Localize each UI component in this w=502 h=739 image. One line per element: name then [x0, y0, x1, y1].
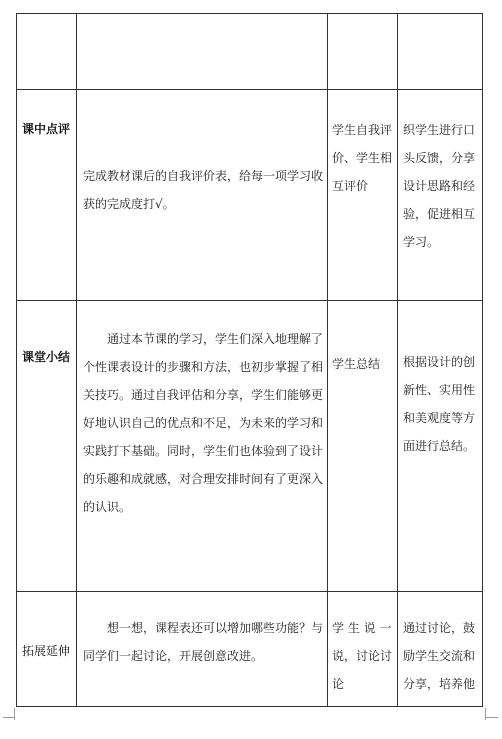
- stage-label-extension: 拓展延伸: [22, 644, 71, 658]
- table-border-left: [16, 13, 17, 707]
- table-border-top: [16, 13, 483, 14]
- teacher-activity-extension: 通过讨论，鼓励学生交流和分享，培养他: [403, 621, 476, 691]
- student-activity-extension: 学 生 说 一 说，讨论讨论: [332, 621, 393, 691]
- teacher-activity-review: 织学生进行口头反馈，分享设计思路和经验，促进相互学习。: [403, 123, 476, 249]
- content-extension: 想一想，课程表还可以增加哪些功能？与同学们一起讨论，开展创意改进。: [83, 621, 324, 663]
- teacher-activity-summary: 根据设计的创新性、实用性和美观度等方面进行总结。: [403, 355, 476, 453]
- content-summary: 通过本节课的学习，学生们深入地理解了个性课表设计的步骤和方法，也初步掌握了相关技巧。通过自我评估和分享，学生们能够更好地认识自己的优点和不足，为未来的学习和实践打下基础。同时，学生们也体验到了设计的乐趣和成就感，对合理安排时间有了更深入的认识。: [83, 332, 324, 514]
- table-border-bottom: [16, 706, 483, 707]
- crop-mark-right: [486, 717, 498, 718]
- stage-label-summary: 课堂小结: [22, 350, 71, 364]
- table-divider-3: [397, 13, 398, 707]
- student-activity-summary: 学生总结: [332, 357, 381, 371]
- stage-label-review: 课中点评: [22, 122, 71, 136]
- row-divider-1: [16, 89, 483, 90]
- table-divider-1: [76, 13, 77, 707]
- crop-mark-right-v: [485, 708, 486, 720]
- content-review: 完成教材课后的自我评价表，给每一项学习收获的完成度打√。: [83, 169, 324, 211]
- row-divider-3: [16, 591, 483, 592]
- table-border-right: [482, 13, 483, 707]
- row-divider-2: [16, 300, 483, 301]
- student-activity-review: 学生自我评价、学生相互评价: [332, 123, 393, 193]
- table-divider-2: [327, 13, 328, 707]
- crop-mark-left-v: [14, 708, 15, 720]
